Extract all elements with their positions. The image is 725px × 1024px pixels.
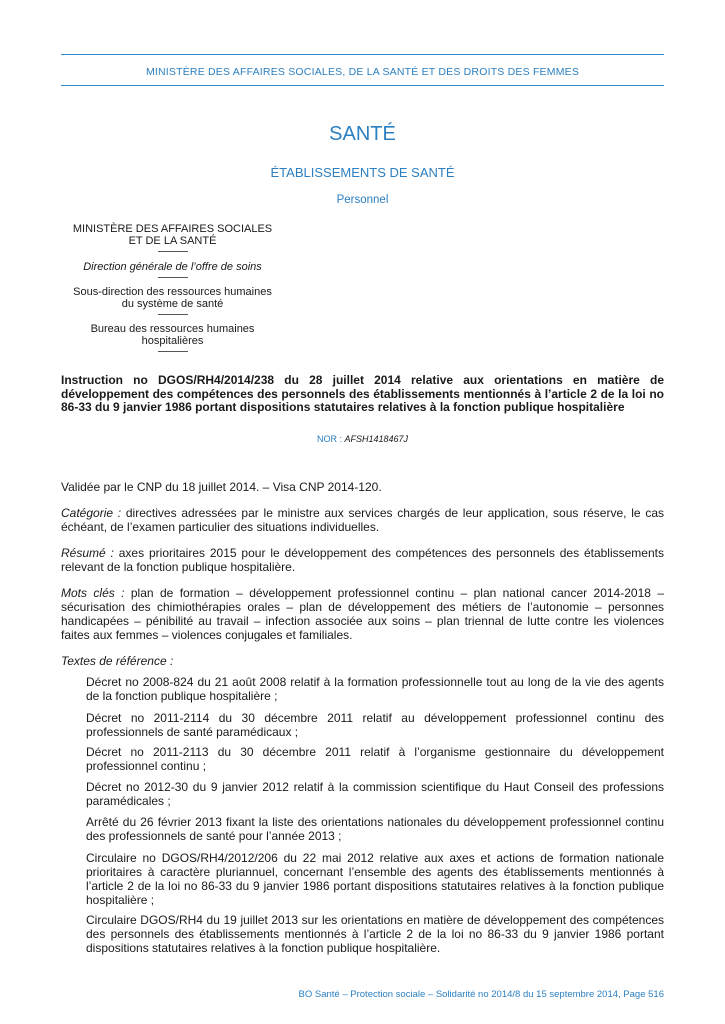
reference-item: Arrêté du 26 février 2013 fixant la liste des orientations nationales du développement professionnel continu des professionnels de santé pour l’année 2013 ; [86,815,664,843]
issuer-direction [55,261,290,278]
issuer-bureau [55,323,290,352]
validation-paragraph: Validée par le CNP du 18 juillet 2014. – Visa CNP 2014-120. [61,480,382,494]
section-category: Personnel [336,194,389,206]
mots-cles-paragraph [61,586,664,642]
issuer-separator [158,314,188,315]
mots-cles-text: plan de formation – développement professionnel continu – plan national cancer 2014-2018 – sécurisation des chimiothérapies orales – plan de développement des métiers de l’autonomie – personnes handicapées – pénibilité au travail – infection associée aux soins – plan triennal de lutte contre les violences faites aux femmes – violences conjugales et familiales. [61,586,664,642]
ministry-header: MINISTÈRE DES AFFAIRES SOCIALES, DE LA SANTÉ ET DES DROITS DES FEMMES [145,66,580,78]
issuer-ministry-text: MINISTÈRE DES AFFAIRES SOCIALES ET DE LA SANTÉ [72,223,273,247]
nor-value: AFSH1418467J [344,434,409,444]
categorie-paragraph [61,506,664,534]
page-footer: BO Santé – Protection sociale – Solidarité no 2014/8 du 15 septembre 2014, Page 516 [298,989,664,1000]
section-title: SANTÉ [329,123,396,145]
reference-item: Décret no 2008-824 du 21 août 2008 relatif à la formation professionnelle tout au long de la vie des agents de la fonction publique hospitalière ; [86,675,664,703]
issuer-separator [158,251,188,252]
reference-item: Circulaire DGOS/RH4 du 19 juillet 2013 sur les orientations en matière de développement des compétences des personnels des établissements mentionnés à l’article 2 de la loi no 86-33 du 9 janvier 1986 portant dispositions statutaires relatives à la fonction publique hospitalière. [86,913,664,955]
issuer-ministry [55,223,290,252]
issuer-subdirection [55,286,290,315]
nor-label: NOR : [316,434,345,444]
textes-reference-label [61,654,664,668]
categorie-text: directives adressées par le ministre aux services chargés de leur application, sous réserve, le cas échéant, de l’examen particulier des situations individuelles. [61,506,664,534]
issuer-separator [158,277,188,278]
resume-text: axes prioritaires 2015 pour le développement des compétences des personnels des établissements relevant de la fonction publique hospitalière. [61,546,664,574]
categorie-label: Catégorie : [61,506,122,520]
issuer-bureau-text: Bureau des ressources humaines hospitalières [90,323,255,347]
instruction-title: Instruction no DGOS/RH4/2014/238 du 28 juillet 2014 relative aux orientations en matière de développement des compétences des personnels des établissements mentionnés à l’article 2 de la loi no 86-33 du 9 janvier 1986 portant dispositions statutaires relatives à la fonction publique hospitalière [61,373,664,414]
header-bottom-rule [61,85,664,86]
issuer-direction-text: Direction générale de l’offre de soins [83,261,262,273]
resume-label: Résumé : [61,546,114,560]
issuer-separator [158,351,188,352]
reference-item: Décret no 2011-2113 du 30 décembre 2011 relatif à l’organisme gestionnaire du développement professionnel continu ; [86,745,664,773]
mots-cles-label: Mots clés : [61,586,125,600]
resume-paragraph [61,546,664,574]
issuer-subdirection-text: Sous-direction des ressources humaines du système de santé [73,286,272,310]
reference-item: Circulaire no DGOS/RH4/2012/206 du 22 mai 2012 relative aux axes et actions de formation nationale prioritaires à caractère pluriannuel, concernant l’ensemble des agents des établissements mentionnés à l’article 2 de la loi no 86-33 du 9 janvier 1986 portant dispositions statutaires relatives à la fonction publique hospitalière ; [86,851,664,907]
reference-item: Décret no 2011-2114 du 30 décembre 2011 relatif au développement professionnel continu des professionnels de santé paramédicaux ; [86,711,664,739]
nor-line [61,434,664,444]
section-subtitle: ÉTABLISSEMENTS DE SANTÉ [270,165,455,180]
textes-reference-label-text: Textes de référence : [61,654,174,668]
reference-item: Décret no 2012-30 du 9 janvier 2012 relatif à la commission scientifique du Haut Conseil des professions paramédicales ; [86,780,664,808]
top-rule [61,54,664,55]
